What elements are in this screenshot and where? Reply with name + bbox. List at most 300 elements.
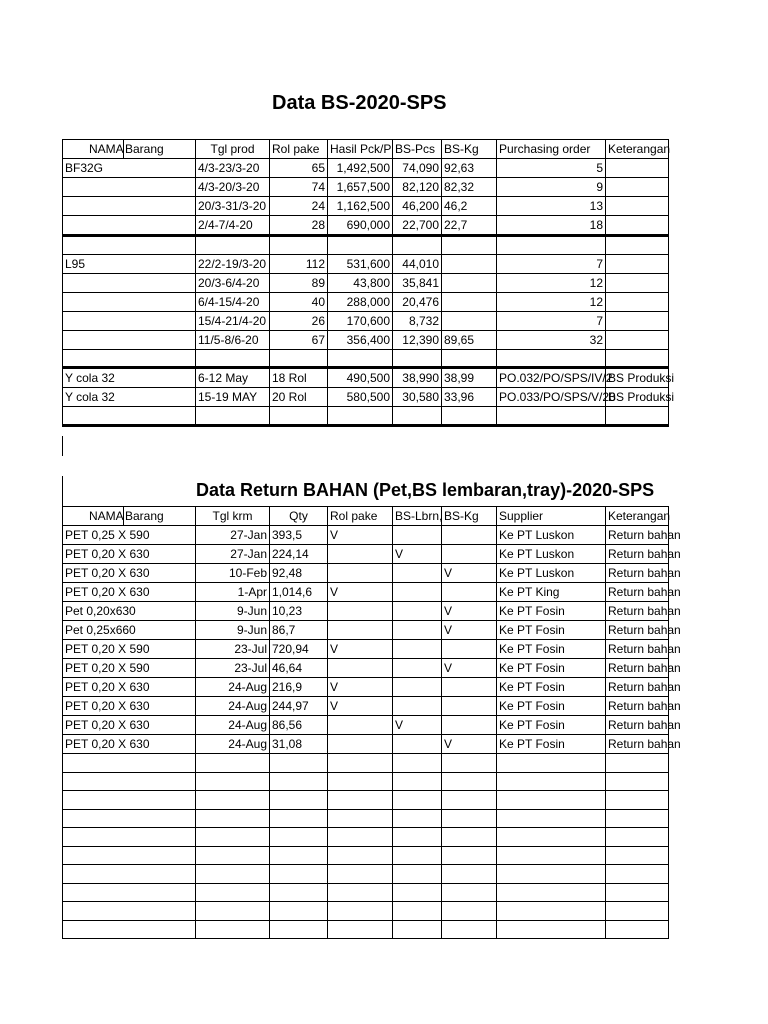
cell-rol-pake[interactable]: 89 (270, 273, 328, 292)
cell-supplier[interactable]: Ke PT Fosin (497, 659, 606, 678)
cell-bs-kg[interactable]: V (442, 735, 497, 754)
cell-rol-pake[interactable]: 20 Rol (270, 388, 328, 407)
empty-cell[interactable] (196, 828, 270, 847)
cell-bs-kg[interactable]: 92,63 (442, 159, 497, 178)
cell-rol-pake[interactable]: V (328, 640, 393, 659)
empty-cell[interactable] (328, 828, 393, 847)
cell-bs-pcs[interactable]: 38,990 (393, 368, 442, 388)
cell-rol-pake[interactable]: V (328, 678, 393, 697)
cell-bs-pcs[interactable]: 82,120 (393, 178, 442, 197)
cell-nama-barang[interactable] (63, 197, 196, 216)
cell-hasil[interactable]: 690,000 (328, 216, 393, 236)
cell-bs-kg[interactable] (442, 273, 497, 292)
cell-tgl-prod[interactable]: 22/2-19/3-20 (196, 254, 270, 273)
cell-keterangan[interactable] (606, 349, 669, 368)
cell-bs-kg[interactable] (442, 640, 497, 659)
empty-cell[interactable] (196, 883, 270, 902)
cell-nama-barang[interactable] (63, 273, 196, 292)
empty-cell[interactable] (63, 754, 196, 773)
cell-bs-kg[interactable] (442, 254, 497, 273)
empty-cell[interactable] (270, 791, 328, 810)
cell-rol-pake[interactable] (328, 716, 393, 735)
empty-cell[interactable] (442, 865, 497, 884)
cell-nama-barang[interactable] (63, 349, 196, 368)
cell-bs-pcs[interactable]: 46,200 (393, 197, 442, 216)
cell-hasil[interactable]: 1,162,500 (328, 197, 393, 216)
cell-bs-pcs[interactable] (393, 236, 442, 255)
cell-keterangan[interactable] (606, 273, 669, 292)
empty-cell[interactable] (63, 828, 196, 847)
cell-bs-pcs[interactable]: 20,476 (393, 292, 442, 311)
cell-bs-kg[interactable] (442, 545, 497, 564)
empty-cell[interactable] (270, 754, 328, 773)
header-tgl-krm[interactable]: Tgl krm (196, 507, 270, 526)
cell-hasil[interactable]: 288,000 (328, 292, 393, 311)
cell-purchasing-order[interactable]: 12 (497, 292, 606, 311)
cell-nama-barang[interactable]: PET 0,20 X 630 (63, 735, 196, 754)
cell-tgl-prod[interactable]: 6/4-15/4-20 (196, 292, 270, 311)
cell-supplier[interactable]: Ke PT Luskon (497, 545, 606, 564)
cell-qty[interactable]: 393,5 (270, 526, 328, 545)
cell-nama-barang[interactable] (63, 407, 196, 426)
cell-keterangan[interactable] (606, 159, 669, 178)
cell-keterangan[interactable]: Return bahan (606, 564, 669, 583)
header-nama-barang[interactable]: NAMA Barang (63, 507, 196, 526)
empty-cell[interactable] (196, 772, 270, 791)
cell-tgl-prod[interactable]: 6-12 May (196, 368, 270, 388)
empty-cell[interactable] (270, 902, 328, 921)
empty-cell[interactable] (328, 865, 393, 884)
cell-bs-kg[interactable] (442, 236, 497, 255)
cell-rol-pake[interactable] (328, 735, 393, 754)
cell-bs-lbrn[interactable] (393, 697, 442, 716)
cell-purchasing-order[interactable]: 7 (497, 311, 606, 330)
empty-cell[interactable] (442, 883, 497, 902)
cell-nama-barang[interactable] (63, 216, 196, 236)
header-purchasing-order[interactable]: Purchasing order (497, 140, 606, 159)
cell-nama-barang[interactable]: PET 0,20 X 590 (63, 659, 196, 678)
cell-supplier[interactable]: Ke PT Luskon (497, 564, 606, 583)
cell-bs-kg[interactable] (442, 583, 497, 602)
cell-bs-pcs[interactable] (393, 407, 442, 426)
cell-keterangan[interactable]: Return bahan (606, 735, 669, 754)
empty-cell[interactable] (393, 846, 442, 865)
cell-tgl-prod[interactable]: 20/3-6/4-20 (196, 273, 270, 292)
empty-cell[interactable] (497, 828, 606, 847)
cell-keterangan[interactable]: Return bahan (606, 716, 669, 735)
cell-bs-lbrn[interactable] (393, 640, 442, 659)
empty-cell[interactable] (442, 846, 497, 865)
cell-bs-pcs[interactable]: 35,841 (393, 273, 442, 292)
empty-cell[interactable] (270, 920, 328, 939)
header-supplier[interactable]: Supplier (497, 507, 606, 526)
cell-qty[interactable]: 86,7 (270, 621, 328, 640)
cell-tgl-krm[interactable]: 10-Feb (196, 564, 270, 583)
cell-hasil[interactable] (328, 407, 393, 426)
cell-keterangan[interactable]: Return bahan (606, 621, 669, 640)
cell-keterangan[interactable] (606, 330, 669, 349)
empty-cell[interactable] (497, 846, 606, 865)
cell-purchasing-order[interactable]: 12 (497, 273, 606, 292)
cell-purchasing-order[interactable]: PO.032/PO/SPS/IV/2 (497, 368, 606, 388)
cell-nama-barang[interactable]: PET 0,20 X 630 (63, 545, 196, 564)
cell-tgl-krm[interactable]: 27-Jan (196, 545, 270, 564)
cell-rol-pake[interactable]: V (328, 697, 393, 716)
empty-cell[interactable] (63, 883, 196, 902)
empty-cell[interactable] (393, 883, 442, 902)
cell-bs-lbrn[interactable]: V (393, 716, 442, 735)
cell-purchasing-order[interactable] (497, 407, 606, 426)
cell-keterangan[interactable] (606, 197, 669, 216)
cell-bs-lbrn[interactable] (393, 583, 442, 602)
empty-cell[interactable] (442, 772, 497, 791)
empty-cell[interactable] (328, 809, 393, 828)
cell-nama-barang[interactable]: L95 (63, 254, 196, 273)
empty-cell[interactable] (442, 791, 497, 810)
empty-cell[interactable] (63, 772, 196, 791)
cell-hasil[interactable]: 580,500 (328, 388, 393, 407)
cell-bs-kg[interactable] (442, 292, 497, 311)
empty-cell[interactable] (196, 791, 270, 810)
empty-cell[interactable] (63, 846, 196, 865)
empty-cell[interactable] (497, 772, 606, 791)
header-bs-pcs[interactable]: BS-Pcs (393, 140, 442, 159)
cell-bs-lbrn[interactable] (393, 564, 442, 583)
cell-keterangan[interactable] (606, 178, 669, 197)
cell-keterangan[interactable] (606, 254, 669, 273)
cell-keterangan[interactable]: BS Produksi (606, 368, 669, 388)
empty-cell[interactable] (442, 902, 497, 921)
empty-cell[interactable] (63, 865, 196, 884)
cell-keterangan[interactable]: Return bahan (606, 583, 669, 602)
empty-cell[interactable] (196, 754, 270, 773)
cell-bs-pcs[interactable]: 30,580 (393, 388, 442, 407)
cell-bs-pcs[interactable]: 74,090 (393, 159, 442, 178)
cell-keterangan[interactable]: Return bahan (606, 678, 669, 697)
cell-rol-pake[interactable] (270, 407, 328, 426)
empty-cell[interactable] (63, 920, 196, 939)
cell-tgl-krm[interactable]: 23-Jul (196, 659, 270, 678)
cell-bs-kg[interactable]: 33,96 (442, 388, 497, 407)
cell-nama-barang[interactable] (63, 330, 196, 349)
cell-purchasing-order[interactable]: 32 (497, 330, 606, 349)
cell-tgl-prod[interactable] (196, 349, 270, 368)
cell-tgl-krm[interactable]: 9-Jun (196, 602, 270, 621)
empty-cell[interactable] (270, 828, 328, 847)
empty-cell[interactable] (63, 791, 196, 810)
cell-bs-kg[interactable]: V (442, 659, 497, 678)
cell-tgl-prod[interactable]: 2/4-7/4-20 (196, 216, 270, 236)
cell-purchasing-order[interactable] (497, 349, 606, 368)
cell-tgl-prod[interactable] (196, 407, 270, 426)
cell-tgl-prod[interactable]: 15/4-21/4-20 (196, 311, 270, 330)
empty-cell[interactable] (606, 902, 669, 921)
empty-cell[interactable] (442, 754, 497, 773)
cell-bs-pcs[interactable]: 22,700 (393, 216, 442, 236)
empty-cell[interactable] (393, 791, 442, 810)
cell-nama-barang[interactable]: PET 0,20 X 630 (63, 583, 196, 602)
cell-hasil[interactable]: 170,600 (328, 311, 393, 330)
empty-cell[interactable] (497, 883, 606, 902)
cell-nama-barang[interactable]: PET 0,20 X 630 (63, 678, 196, 697)
cell-keterangan[interactable] (606, 407, 669, 426)
empty-cell[interactable] (393, 902, 442, 921)
empty-cell[interactable] (328, 754, 393, 773)
cell-qty[interactable]: 224,14 (270, 545, 328, 564)
header-qty[interactable]: Qty (270, 507, 328, 526)
header-bs-lbrn[interactable]: BS-Lbrn, (393, 507, 442, 526)
cell-purchasing-order[interactable]: PO.033/PO/SPS/V/20 (497, 388, 606, 407)
empty-cell[interactable] (497, 865, 606, 884)
cell-rol-pake[interactable]: 40 (270, 292, 328, 311)
cell-rol-pake[interactable]: 24 (270, 197, 328, 216)
cell-bs-kg[interactable] (442, 526, 497, 545)
cell-bs-lbrn[interactable] (393, 735, 442, 754)
cell-bs-lbrn[interactable] (393, 526, 442, 545)
cell-hasil[interactable]: 43,800 (328, 273, 393, 292)
empty-cell[interactable] (606, 772, 669, 791)
cell-supplier[interactable]: Ke PT Fosin (497, 621, 606, 640)
cell-bs-kg[interactable]: 46,2 (442, 197, 497, 216)
cell-qty[interactable]: 92,48 (270, 564, 328, 583)
cell-nama-barang[interactable]: Y cola 32 (63, 388, 196, 407)
cell-bs-kg[interactable]: 89,65 (442, 330, 497, 349)
empty-cell[interactable] (393, 754, 442, 773)
cell-nama-barang[interactable]: PET 0,20 X 630 (63, 564, 196, 583)
empty-cell[interactable] (328, 846, 393, 865)
cell-bs-kg[interactable] (442, 311, 497, 330)
empty-cell[interactable] (270, 772, 328, 791)
header-bs-kg[interactable]: BS-Kg (442, 140, 497, 159)
empty-cell[interactable] (606, 865, 669, 884)
cell-supplier[interactable]: Ke PT King (497, 583, 606, 602)
empty-cell[interactable] (497, 809, 606, 828)
cell-bs-kg[interactable]: 38,99 (442, 368, 497, 388)
empty-cell[interactable] (606, 754, 669, 773)
cell-qty[interactable]: 720,94 (270, 640, 328, 659)
cell-bs-pcs[interactable]: 8,732 (393, 311, 442, 330)
cell-tgl-krm[interactable]: 24-Aug (196, 697, 270, 716)
cell-bs-pcs[interactable] (393, 349, 442, 368)
cell-rol-pake[interactable]: V (328, 583, 393, 602)
empty-cell[interactable] (328, 772, 393, 791)
cell-bs-kg[interactable]: 22,7 (442, 216, 497, 236)
cell-keterangan[interactable]: Return bahan (606, 640, 669, 659)
header-keterangan[interactable]: Keterangan (606, 507, 669, 526)
cell-bs-kg[interactable]: 82,32 (442, 178, 497, 197)
cell-bs-kg[interactable] (442, 678, 497, 697)
cell-rol-pake[interactable] (328, 602, 393, 621)
cell-tgl-krm[interactable]: 24-Aug (196, 678, 270, 697)
cell-tgl-krm[interactable]: 1-Apr (196, 583, 270, 602)
cell-purchasing-order[interactable]: 13 (497, 197, 606, 216)
cell-supplier[interactable]: Ke PT Fosin (497, 697, 606, 716)
cell-nama-barang[interactable]: Pet 0,25x660 (63, 621, 196, 640)
cell-tgl-prod[interactable] (196, 236, 270, 255)
cell-bs-kg[interactable]: V (442, 564, 497, 583)
cell-tgl-prod[interactable]: 11/5-8/6-20 (196, 330, 270, 349)
cell-bs-lbrn[interactable] (393, 602, 442, 621)
cell-nama-barang[interactable]: Y cola 32 (63, 368, 196, 388)
cell-nama-barang[interactable] (63, 236, 196, 255)
empty-cell[interactable] (497, 920, 606, 939)
empty-cell[interactable] (63, 809, 196, 828)
cell-rol-pake[interactable] (328, 545, 393, 564)
empty-cell[interactable] (606, 846, 669, 865)
cell-nama-barang[interactable] (63, 292, 196, 311)
empty-cell[interactable] (196, 920, 270, 939)
cell-bs-kg[interactable]: V (442, 602, 497, 621)
cell-tgl-krm[interactable]: 23-Jul (196, 640, 270, 659)
cell-bs-lbrn[interactable] (393, 678, 442, 697)
cell-hasil[interactable] (328, 236, 393, 255)
cell-tgl-prod[interactable]: 15-19 MAY (196, 388, 270, 407)
cell-hasil[interactable]: 356,400 (328, 330, 393, 349)
header-tgl-prod[interactable]: Tgl prod (196, 140, 270, 159)
cell-bs-lbrn[interactable]: V (393, 545, 442, 564)
cell-qty[interactable]: 1,014,6 (270, 583, 328, 602)
cell-hasil[interactable]: 531,600 (328, 254, 393, 273)
cell-purchasing-order[interactable]: 5 (497, 159, 606, 178)
cell-nama-barang[interactable]: Pet 0,20x630 (63, 602, 196, 621)
cell-nama-barang[interactable]: BF32G (63, 159, 196, 178)
cell-supplier[interactable]: Ke PT Fosin (497, 602, 606, 621)
cell-bs-kg[interactable] (442, 697, 497, 716)
cell-keterangan[interactable]: Return bahan (606, 659, 669, 678)
cell-nama-barang[interactable] (63, 178, 196, 197)
empty-cell[interactable] (393, 828, 442, 847)
cell-tgl-prod[interactable]: 4/3-23/3-20 (196, 159, 270, 178)
header-keterangan[interactable]: Keterangan (606, 140, 669, 159)
cell-bs-pcs[interactable]: 44,010 (393, 254, 442, 273)
cell-bs-kg[interactable] (442, 407, 497, 426)
empty-cell[interactable] (196, 846, 270, 865)
cell-qty[interactable]: 10,23 (270, 602, 328, 621)
empty-cell[interactable] (393, 920, 442, 939)
empty-cell[interactable] (196, 809, 270, 828)
cell-hasil[interactable]: 1,492,500 (328, 159, 393, 178)
empty-cell[interactable] (606, 828, 669, 847)
cell-rol-pake[interactable]: 67 (270, 330, 328, 349)
cell-keterangan[interactable]: Return bahan (606, 602, 669, 621)
header-rol-pake[interactable]: Rol pake (328, 507, 393, 526)
empty-cell[interactable] (196, 865, 270, 884)
empty-cell[interactable] (270, 809, 328, 828)
empty-cell[interactable] (393, 865, 442, 884)
cell-purchasing-order[interactable]: 7 (497, 254, 606, 273)
cell-rol-pake[interactable] (328, 564, 393, 583)
cell-rol-pake[interactable]: 28 (270, 216, 328, 236)
cell-qty[interactable]: 46,64 (270, 659, 328, 678)
cell-supplier[interactable]: Ke PT Fosin (497, 716, 606, 735)
empty-cell[interactable] (497, 902, 606, 921)
cell-rol-pake[interactable]: 74 (270, 178, 328, 197)
empty-cell[interactable] (270, 846, 328, 865)
empty-cell[interactable] (606, 791, 669, 810)
cell-keterangan[interactable] (606, 236, 669, 255)
empty-cell[interactable] (497, 754, 606, 773)
cell-bs-kg[interactable]: V (442, 621, 497, 640)
cell-nama-barang[interactable]: PET 0,20 X 630 (63, 716, 196, 735)
empty-cell[interactable] (270, 865, 328, 884)
cell-rol-pake[interactable] (270, 349, 328, 368)
empty-cell[interactable] (442, 809, 497, 828)
empty-cell[interactable] (328, 791, 393, 810)
empty-cell[interactable] (497, 791, 606, 810)
empty-cell[interactable] (606, 883, 669, 902)
cell-rol-pake[interactable]: 18 Rol (270, 368, 328, 388)
cell-tgl-krm[interactable]: 24-Aug (196, 735, 270, 754)
empty-cell[interactable] (393, 772, 442, 791)
cell-keterangan[interactable]: Return bahan (606, 526, 669, 545)
cell-bs-kg[interactable] (442, 349, 497, 368)
header-rol-pake[interactable]: Rol pake (270, 140, 328, 159)
cell-qty[interactable]: 31,08 (270, 735, 328, 754)
header-nama-barang[interactable]: NAMA Barang (63, 140, 196, 159)
empty-cell[interactable] (606, 809, 669, 828)
empty-cell[interactable] (442, 920, 497, 939)
cell-tgl-prod[interactable]: 4/3-20/3-20 (196, 178, 270, 197)
empty-cell[interactable] (270, 883, 328, 902)
cell-supplier[interactable]: Ke PT Luskon (497, 526, 606, 545)
empty-cell[interactable] (328, 902, 393, 921)
cell-supplier[interactable]: Ke PT Fosin (497, 678, 606, 697)
cell-rol-pake[interactable] (270, 236, 328, 255)
cell-supplier[interactable]: Ke PT Fosin (497, 640, 606, 659)
cell-qty[interactable]: 244,97 (270, 697, 328, 716)
cell-purchasing-order[interactable]: 18 (497, 216, 606, 236)
empty-cell[interactable] (63, 902, 196, 921)
cell-tgl-krm[interactable]: 27-Jan (196, 526, 270, 545)
cell-qty[interactable]: 216,9 (270, 678, 328, 697)
empty-cell[interactable] (393, 809, 442, 828)
empty-cell[interactable] (442, 828, 497, 847)
cell-rol-pake[interactable]: 26 (270, 311, 328, 330)
header-hasil[interactable]: Hasil Pck/P (328, 140, 393, 159)
cell-bs-lbrn[interactable] (393, 659, 442, 678)
cell-nama-barang[interactable] (63, 311, 196, 330)
cell-bs-kg[interactable] (442, 716, 497, 735)
cell-purchasing-order[interactable] (497, 236, 606, 255)
cell-keterangan[interactable] (606, 311, 669, 330)
cell-keterangan[interactable]: BS Produksi (606, 388, 669, 407)
cell-keterangan[interactable] (606, 216, 669, 236)
cell-rol-pake[interactable]: 65 (270, 159, 328, 178)
empty-cell[interactable] (328, 920, 393, 939)
cell-hasil[interactable]: 490,500 (328, 368, 393, 388)
cell-rol-pake[interactable]: 112 (270, 254, 328, 273)
empty-cell[interactable] (606, 920, 669, 939)
cell-tgl-prod[interactable]: 20/3-31/3-20 (196, 197, 270, 216)
empty-cell[interactable] (196, 902, 270, 921)
cell-nama-barang[interactable]: PET 0,20 X 630 (63, 697, 196, 716)
header-bs-kg[interactable]: BS-Kg (442, 507, 497, 526)
empty-cell[interactable] (328, 883, 393, 902)
cell-nama-barang[interactable]: PET 0,20 X 590 (63, 640, 196, 659)
cell-supplier[interactable]: Ke PT Fosin (497, 735, 606, 754)
cell-nama-barang[interactable]: PET 0,25 X 590 (63, 526, 196, 545)
cell-tgl-krm[interactable]: 9-Jun (196, 621, 270, 640)
cell-bs-pcs[interactable]: 12,390 (393, 330, 442, 349)
cell-keterangan[interactable]: Return bahan (606, 545, 669, 564)
cell-keterangan[interactable]: Return bahan (606, 697, 669, 716)
cell-bs-lbrn[interactable] (393, 621, 442, 640)
cell-hasil[interactable]: 1,657,500 (328, 178, 393, 197)
cell-rol-pake[interactable] (328, 621, 393, 640)
cell-hasil[interactable] (328, 349, 393, 368)
cell-purchasing-order[interactable]: 9 (497, 178, 606, 197)
cell-rol-pake[interactable] (328, 659, 393, 678)
